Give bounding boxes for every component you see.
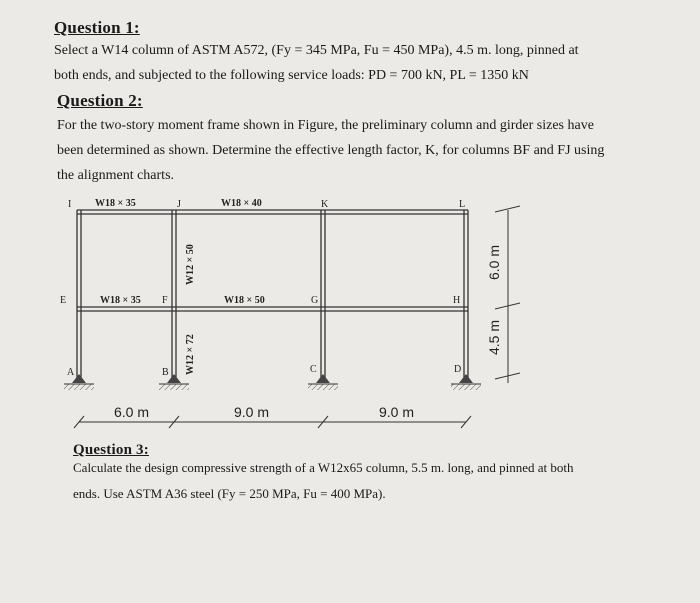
question3-line2: ends. Use ASTM A36 steel (Fy = 250 MPa, Fu = 400 MPa). [73, 486, 386, 501]
node-C: C [310, 364, 317, 375]
label-upper-column: W12 × 50 [185, 244, 196, 285]
question3-title: Question 3: [73, 442, 149, 458]
question1-line2: both ends, and subjected to the following service loads: PD = 700 kN, PL = 1350 kN [54, 68, 529, 83]
question2-line1: For the two-story moment frame shown in Figure, the preliminary column and girder sizes have [57, 118, 594, 133]
label-lower-column: W12 × 72 [185, 334, 196, 375]
question2-title: Question 2: [57, 91, 143, 110]
label-mid-right-girder: W18 × 50 [224, 295, 265, 306]
label-mid-left-girder: W18 × 35 [100, 295, 141, 306]
node-D: D [454, 364, 462, 375]
dim-span3: 9.0 m [379, 404, 415, 420]
node-J: J [177, 199, 181, 210]
support-C [308, 374, 338, 390]
node-I: I [68, 199, 72, 210]
node-G: G [311, 295, 319, 306]
node-K: K [321, 199, 329, 210]
pin-supports [64, 374, 481, 390]
node-L: L [459, 199, 466, 210]
dim-span2: 9.0 m [234, 404, 270, 420]
node-A: A [67, 367, 75, 378]
question2-line2: been determined as shown. Determine the effective length factor, K, for columns BF and FJ using [57, 143, 605, 158]
dim-span1: 6.0 m [114, 404, 150, 420]
support-D [451, 374, 481, 390]
node-B: B [162, 367, 169, 378]
question2-line3: the alignment charts. [57, 168, 175, 183]
question3-line1: Calculate the design compressive strength of a W12x65 column, 5.5 m. long, and pinned at both [73, 460, 574, 475]
node-E: E [60, 295, 67, 306]
question3-text [73, 455, 673, 507]
question1-line1: Select a W14 column of ASTM A572, (Fy = 345 MPa, Fu = 450 MPa), 4.5 m. long, pinned at [54, 43, 579, 58]
node-F: F [162, 295, 168, 306]
label-top-right-girder: W18 × 40 [221, 198, 262, 209]
dim-lower-height: 4.5 m [486, 319, 502, 355]
label-top-left-girder: W18 × 35 [95, 198, 136, 209]
dim-upper-height: 6.0 m [486, 244, 502, 280]
node-H: H [453, 295, 461, 306]
question1-title: Question 1: [54, 18, 140, 37]
